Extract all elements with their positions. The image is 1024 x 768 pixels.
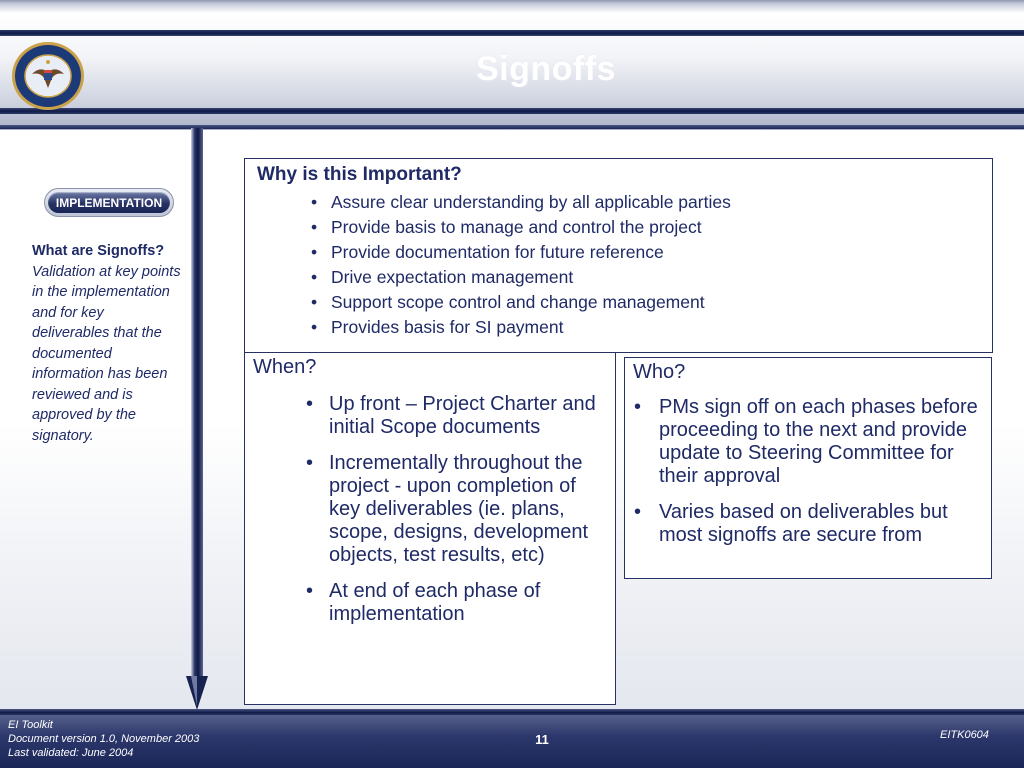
footer-version: Document version 1.0, November 2003 <box>8 733 200 745</box>
list-item: • PMs sign off on each phases before proceeding to the next and provide update to Steering Committee for their approval <box>631 396 983 488</box>
department-of-defense-seal-icon <box>10 40 86 112</box>
why-heading: Why is this Important? <box>257 164 462 185</box>
who-list <box>631 396 983 560</box>
list-item: • Provides basis for SI payment <box>305 315 731 340</box>
header-underline-rule <box>0 125 1024 129</box>
list-item: • Provide basis to manage and control the project <box>305 215 731 240</box>
footer-document-info <box>8 718 199 760</box>
definition-question: What are Signoffs? <box>32 243 165 259</box>
sidebar-definition <box>32 241 184 446</box>
why-important-panel <box>244 158 993 353</box>
list-item: • Varies based on deliverables but most signoffs are secure from <box>631 501 983 547</box>
why-list <box>305 190 731 340</box>
timeline-rail <box>191 128 203 688</box>
list-item: • Support scope control and change management <box>305 290 731 315</box>
who-heading: Who? <box>633 361 686 383</box>
when-panel <box>244 352 616 705</box>
phase-badge-label: IMPLEMENTATION <box>48 192 170 213</box>
footer-validated: Last validated: June 2004 <box>8 747 134 759</box>
rail-arrowhead-icon <box>186 676 208 710</box>
when-list <box>303 393 603 639</box>
when-heading: When? <box>253 356 317 378</box>
list-item: • Up front – Project Charter and initial Scope documents <box>303 393 603 439</box>
footer-toolkit: EI Toolkit <box>8 719 53 731</box>
document-code: EITK0604 <box>940 729 989 741</box>
header-bottom-rule <box>0 108 1024 114</box>
list-item: • Incrementally throughout the project - upon completion of key deliverables (ie. plans, scope, designs, development objects, test results, etc) <box>303 452 603 567</box>
who-panel <box>624 357 992 579</box>
list-item: • Drive expectation management <box>305 265 731 290</box>
slide-title: Signoffs <box>476 50 616 88</box>
list-item: • At end of each phase of implementation <box>303 580 603 626</box>
definition-text: Validation at key points in the implementation and for key deliverables that the documented information has been reviewed and is approved by the signatory. <box>32 263 181 444</box>
header-top-rule <box>0 30 1024 36</box>
phase-badge[interactable] <box>44 188 174 217</box>
list-item: • Assure clear understanding by all applicable parties <box>305 190 731 215</box>
page-number: 11 <box>535 732 549 747</box>
list-item: • Provide documentation for future reference <box>305 240 731 265</box>
